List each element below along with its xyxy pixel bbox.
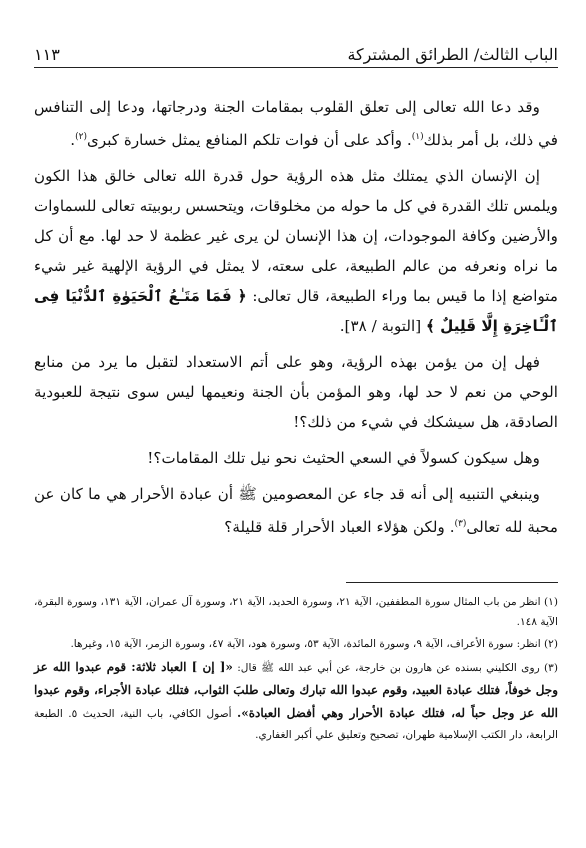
- footnote-separator: [346, 582, 558, 583]
- paragraph-1-continuation: . وأكد على أن فوات تلكم المنافع يمثل خسارة كبرى: [86, 131, 412, 150]
- paragraph-5: [34, 479, 558, 542]
- footnote-ref-2: (٢): [75, 132, 87, 142]
- paragraph-3: فهل إن من يؤمن بهذه الرؤية، وهو على أتم الاستعداد لتقبل ما يرد من منابع الوحي من نعم لا حد لها، وهو المؤمن بأن الجنة ونعيمها ليس سوى نتيجة للعبودية الصادقة، هل سيشكك في شيء من ذلك؟!: [34, 353, 558, 432]
- footnote-1: (١) انظر من باب المثال سورة المطففين، الآية ٢١، وسورة الحديد، الآية ٢١، وسورة آل عمران، الآية ١٣١، وسورة البقرة، الآية ١٤٨.: [34, 596, 558, 628]
- footnote-3-source: أصول الكافي، باب النية، الحديث ٥. الطبعة الرابعة، دار الكتب الإسلامية طهران، تصحيح وتعليق علي أكبر الغفاري.: [34, 708, 558, 741]
- footnote-3: [34, 656, 558, 745]
- footnote-ref-3: (٣): [454, 519, 467, 530]
- footnote-3-intro: (٣) روى الكليني بسنده عن هارون بن خارجة، عن أبي عبد الله ﷺ قال:: [237, 662, 559, 674]
- footnote-2: (٢) انظر: سورة الأعراف، الآية ٩، وسورة المائدة، الآية ٥٣، وسورة هود، الآية ٤٧، وسورة الزمر، الآية ١٥، وغيرها.: [70, 638, 558, 650]
- main-text: [34, 92, 558, 548]
- paragraph-2: [34, 161, 558, 341]
- paragraph-5-text: وينبغي التنبيه إلى أنه قد جاء عن المعصومين ﷺ أن عبادة الأحرار هي ما كان عن محبة لله تعالى: [34, 485, 558, 537]
- chapter-title: الباب الثالث/ الطرائق المشتركة: [347, 45, 558, 64]
- footnote-ref-1: (١): [411, 132, 424, 142]
- page-number: ١١٣: [34, 45, 60, 64]
- paragraph-5-end: . ولكن هؤلاء العباد الأحرار قلة قليلة؟: [224, 518, 455, 537]
- footnotes: [34, 592, 558, 747]
- paragraph-1-end: .: [70, 131, 76, 150]
- paragraph-2-text: إن الإنسان الذي يمتلك مثل هذه الرؤية حول قدرة الله تعالى خالق هذا الكون ويلمس تلك القدرة في كل ما حوله من مخلوقات، ويتحسس ربوبيته تعالى للسماوات والأرضين وكافة الموجودات، إن هذا الإنسان لن يرى غير عظمة لا حد لها. مع أن كل ما نراه ونعرفه من عالم الطبيعة، على سعته، لا يمثل في الرؤية الإلهية غير شيء متواضع إذا ما قيس بما وراء الطبيعة، قال تعالى:: [34, 167, 559, 306]
- quran-verse: ﴿ فَمَا مَتَـٰعُ ٱلْحَيَوٰةِ ٱلدُّنْيَا فِى ٱلْـَٔاخِرَةِ إِلَّا قَلِيلٌ ﴾: [34, 287, 558, 336]
- quran-citation: [التوبة / ٣٨].: [339, 317, 422, 336]
- footnote-3-quote: «[ إن ] العباد ثلاثة: قوم عبدوا الله عز وجل خوفاً، فتلك عبادة العبيد، وقوم عبدوا الله تبارك وتعالى طلبَ الثواب، فتلك عبادة الأجراء، وقوم عبدوا الله عز وجل حباً له، فتلك عبادة الأحرار وهي أفضل العبادة».: [34, 660, 559, 720]
- running-header: [34, 38, 558, 68]
- paragraph-1: [34, 92, 558, 155]
- paragraph-4: وهل سيكون كسولاً في السعي الحثيث نحو نيل تلك المقامات؟!: [147, 449, 540, 468]
- paragraph-1-text: وقد دعا الله تعالى إلى تعلق القلوب بمقامات الجنة ودرجاتها، ودعا إلى التنافس في ذلك، بل أمر بذلك: [34, 98, 558, 150]
